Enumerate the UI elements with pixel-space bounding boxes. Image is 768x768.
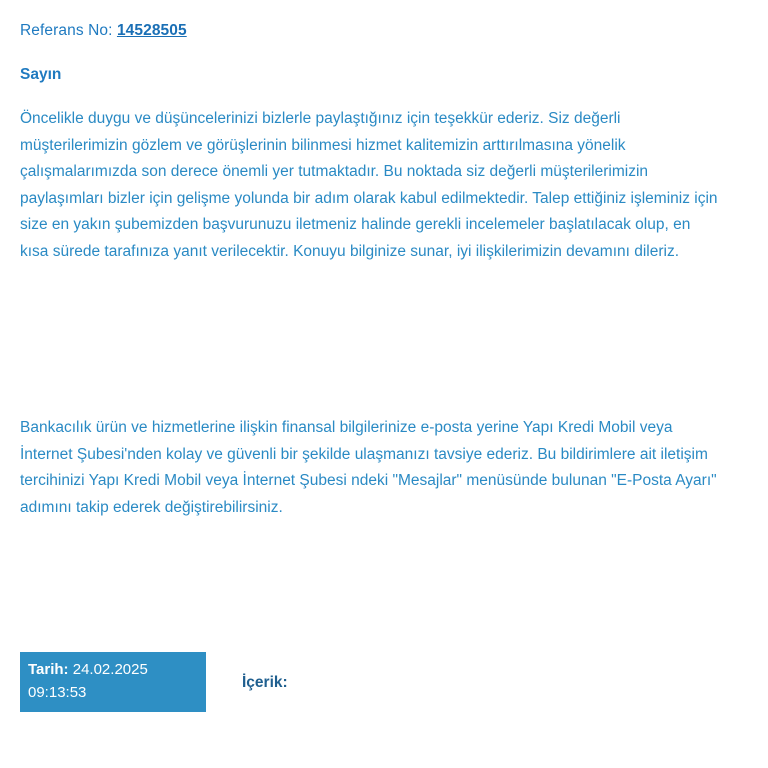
footer-row <box>20 652 288 712</box>
reference-label: Referans No: <box>20 22 113 39</box>
reference-line <box>20 22 724 40</box>
body-paragraph-1: Öncelikle duygu ve düşüncelerinizi bizlerle paylaştığınız için teşekkür ederiz. Siz değerli müşterilerimizin gözlem ve görüşlerinin bilinmesi hizmet kalitemizin arttırılmasına yönelik çalışmalarımızda son derece önemli yer tutmaktadır. Bu noktada siz değerli müşterilerimizin paylaşımları bizler için gelişme yolunda bir adım olarak kabul edilmektedir. Talep ettiğiniz işleminiz için size en yakın şubemizden başvurunuzu iletmeniz halinde gerekli incelemeler başlatılacak olup, en kısa sürede tarafınıza yanıt verilecektir. Konuyu bilginize sunar, iyi ilişkilerimizin devamını dileriz. <box>20 110 718 260</box>
body-paragraph-2: Bankacılık ürün ve hizmetlerine ilişkin finansal bilgilerinize e-posta yerine Yapı Kredi Mobil veya İnternet Şubesi'nden kolay ve güvenli bir şekilde ulaşmanızı tavsiye ederiz. Bu bildirimlere ait iletişim tercihinizi Yapı Kredi Mobil veya İnternet Şubesi ndeki "Mesajlar" menüsünde bulunan "E-Posta Ayarı" adımını takip ederek değiştirebilirsiniz. <box>20 419 717 516</box>
date-label: Tarih: <box>28 661 69 678</box>
date-value: 24.02.2025 <box>72 661 148 678</box>
date-box <box>20 652 206 712</box>
salutation: Sayın <box>20 66 62 83</box>
time-value: 09:13:53 <box>28 684 87 701</box>
content-label: İçerik: <box>242 674 288 691</box>
reference-number-link[interactable]: 14528505 <box>116 22 187 39</box>
